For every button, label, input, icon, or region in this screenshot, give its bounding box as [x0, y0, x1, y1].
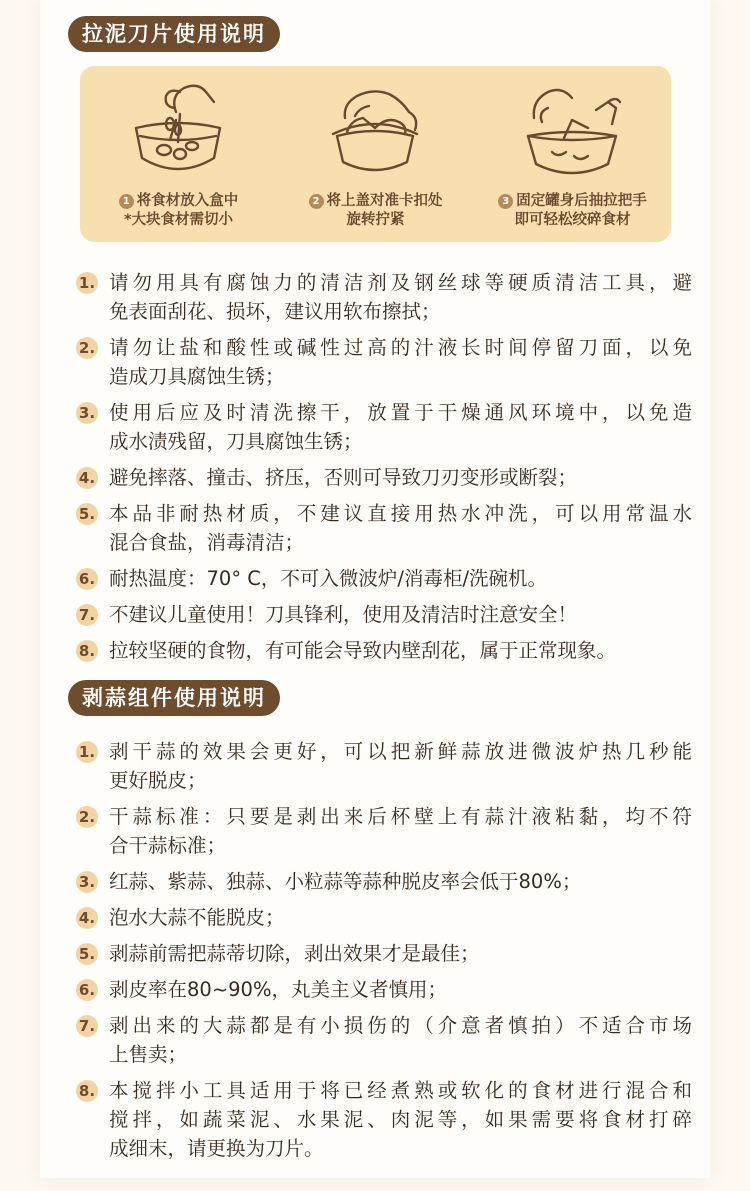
rule-text-line: 不建议儿童使用！刀具锋利，使用及清洁时注意安全！	[109, 603, 578, 626]
step-1-number: 1	[119, 194, 134, 209]
step-2	[277, 66, 474, 242]
step-2-number: 2	[309, 194, 324, 209]
step-3-line-1: 固定罐身后抽拉把手	[516, 193, 647, 209]
rule-text-line: 红蒜、紫蒜、独蒜、小粒蒜等蒜种脱皮率会低于80%；	[109, 870, 582, 893]
rule-number-badge: 2.	[76, 806, 98, 828]
rule-text-line: 搅拌，如蔬菜泥、水果泥、肉泥等，如果需要将食材打碎	[109, 1108, 692, 1131]
rule-number-badge: 5.	[76, 943, 98, 965]
bowl-pull-handle-icon	[512, 78, 632, 190]
step-2-line-1: 将上盖对准卡扣处	[326, 193, 443, 209]
rule-text-line: 使用后应及时清洗擦干，放置于干燥通风环境中，以免造	[109, 401, 692, 424]
rule-text-line: 混合食盐，消毒清洁；	[109, 531, 305, 554]
rule-text-line: 避免摔落、撞击、挤压，否则可导致刀刃变形或断裂；	[109, 466, 578, 489]
rule-text-line: 本搅拌小工具适用于将已经煮熟或软化的食材进行混合和	[109, 1079, 692, 1102]
rule-text-line: 拉较坚硬的食物，有可能会导致内壁刮花，属于正常现象。	[109, 639, 617, 662]
rule-text-line: 成细末，请更换为刀片。	[109, 1137, 324, 1160]
rule-text-line: 剥蒜前需把蒜蒂切除，剥出效果才是最佳；	[109, 942, 480, 965]
rule-number-badge: 1.	[76, 741, 98, 763]
step-1-line-2: *大块食材需切小	[123, 212, 234, 228]
step-1-caption	[80, 192, 277, 230]
step-2-caption	[277, 192, 474, 230]
rule-number-badge: 7.	[76, 604, 98, 626]
rule-item	[76, 867, 692, 896]
rule-text-line: 更好脱皮；	[109, 769, 207, 792]
rule-text-line: 泡水大蒜不能脱皮；	[109, 906, 285, 929]
section-title-garlic: 剥蒜组件使用说明	[68, 680, 280, 716]
rule-text-line: 造成刀具腐蚀生锈；	[109, 365, 285, 388]
rule-text-line: 免表面刮花、损坏，建议用软布擦拭；	[109, 300, 441, 323]
rule-text-line: 剥出来的大蒜都是有小损伤的（介意者慎拍）不适合市场	[109, 1014, 692, 1037]
rule-number-badge: 3.	[76, 871, 98, 893]
rule-number-badge: 4.	[76, 467, 98, 489]
rule-number-badge: 6.	[76, 979, 98, 1001]
step-2-line-2: 旋转拧紧	[346, 212, 405, 228]
rule-text-line: 请勿用具有腐蚀力的清洁剂及钢丝球等硬质清洁工具，避	[109, 271, 692, 294]
rule-item	[76, 268, 692, 326]
rule-item	[76, 1011, 692, 1069]
step-3	[474, 66, 671, 242]
rule-item	[76, 939, 692, 968]
step-3-line-2: 即可轻松绞碎食材	[514, 212, 631, 228]
rule-item	[76, 636, 692, 665]
blade-rules-list	[76, 268, 692, 672]
garlic-rules-list	[76, 737, 692, 1170]
rule-item	[76, 737, 692, 795]
steps-illustration-panel	[80, 66, 671, 242]
bowl-lid-hand-icon	[315, 78, 435, 190]
rule-item	[76, 802, 692, 860]
rule-text-line: 干蒜标准：只要是剥出来后杯壁上有蒜汁液粘黏，均不符	[109, 805, 692, 828]
rule-item	[76, 600, 692, 629]
rule-item	[76, 499, 692, 557]
rule-number-badge: 1.	[76, 272, 98, 294]
rule-text-line: 剥干蒜的效果会更好，可以把新鲜蒜放进微波炉热几秒能	[109, 740, 692, 763]
step-3-caption	[474, 192, 671, 230]
rule-number-badge: 4.	[76, 907, 98, 929]
rule-text-line: 本品非耐热材质，不建议直接用热水冲洗，可以用常温水	[109, 502, 692, 525]
step-3-number: 3	[498, 194, 513, 209]
rule-text-line: 剥皮率在80~90%，丸美主义者慎用；	[109, 978, 447, 1001]
rule-item	[76, 975, 692, 1004]
section-title-blade: 拉泥刀片使用说明	[68, 16, 280, 52]
rule-text-line: 合干蒜标准；	[109, 834, 227, 857]
step-1-line-1: 将食材放入盒中	[136, 193, 239, 209]
rule-number-badge: 7.	[76, 1015, 98, 1037]
rule-item	[76, 564, 692, 593]
bowl-food-hand-icon	[118, 78, 238, 190]
step-1	[80, 66, 277, 242]
rule-number-badge: 5.	[76, 503, 98, 525]
rule-item	[76, 903, 692, 932]
rule-text-line: 成水渍残留，刀具腐蚀生锈；	[109, 430, 363, 453]
rule-item	[76, 333, 692, 391]
rule-number-badge: 6.	[76, 568, 98, 590]
rule-number-badge: 8.	[76, 640, 98, 662]
rule-text-line: 耐热温度：70° C，不可入微波炉/消毒柜/洗碗机。	[109, 567, 548, 590]
rule-number-badge: 8.	[76, 1080, 98, 1102]
rule-number-badge: 3.	[76, 402, 98, 424]
rule-item	[76, 463, 692, 492]
rule-item	[76, 1076, 692, 1163]
rule-number-badge: 2.	[76, 337, 98, 359]
rule-text-line: 请勿让盐和酸性或碱性过高的汁液长时间停留刀面，以免	[109, 336, 692, 359]
rule-item	[76, 398, 692, 456]
rule-text-line: 上售卖；	[109, 1043, 188, 1066]
